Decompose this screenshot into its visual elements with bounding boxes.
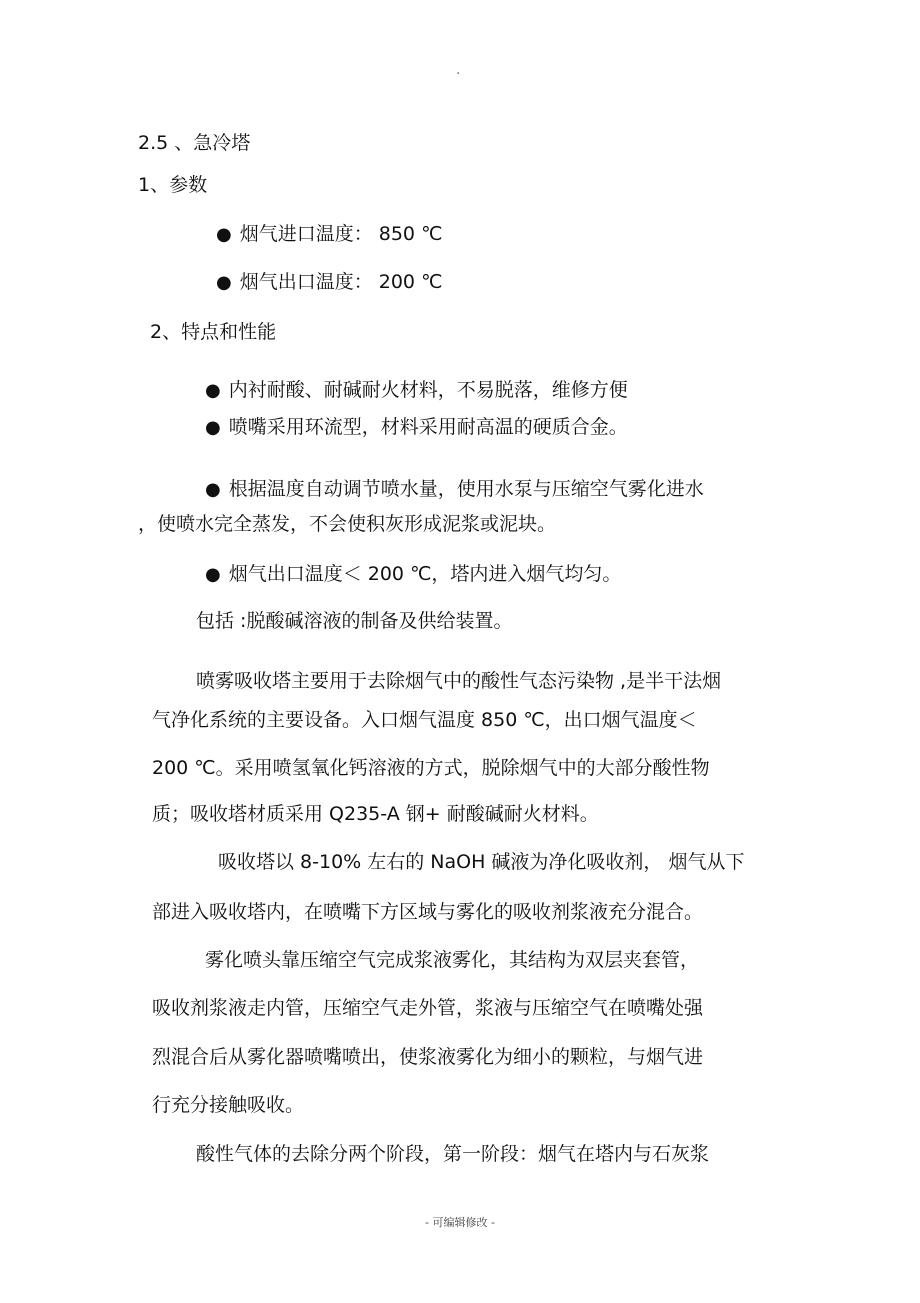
paragraph-line: 气净化系统的主要设备。入口烟气温度 850 ℃，出口烟气温度＜ (152, 709, 697, 731)
params-title: 1、参数 (138, 174, 208, 196)
paragraph-line: 质；吸收塔材质采用 Q235-A 钢+ 耐酸碱耐火材料。 (152, 803, 599, 825)
bullet-icon: ● (205, 417, 221, 438)
param-item: ● 烟气出口温度： 200 ℃ (216, 271, 443, 293)
section-heading: 2.5 、急冷塔 (138, 132, 251, 154)
feature-item: ● 烟气出口温度＜ 200 ℃，塔内进入烟气均匀。 (205, 563, 622, 585)
bullet-icon: ● (205, 564, 221, 585)
features-title: 2、特点和性能 (150, 321, 277, 343)
bullet-icon: ● (205, 380, 221, 401)
paragraph-line: 雾化喷头靠压缩空气完成浆液雾化，其结构为双层夹套管， (205, 949, 700, 971)
paragraph-line: 200 ℃。采用喷氢氧化钙溶液的方式，脱除烟气中的大部分酸性物 (152, 757, 710, 779)
feature-item: ● 内衬耐酸、耐碱耐火材料，不易脱落，维修方便 (205, 379, 628, 401)
header-mark: . (456, 62, 461, 78)
paragraph-line: 吸收塔以 8-10% 左右的 NaOH 碱液为净化吸收剂， 烟气从下 (218, 851, 745, 873)
paragraph-line: 烈混合后从雾化器喷嘴喷出，使浆液雾化为细小的颗粒，与烟气进 (152, 1046, 704, 1068)
includes-line: 包括 :脱酸碱溶液的制备及供给装置。 (196, 610, 513, 632)
feature-item: ● 喷嘴采用环流型，材料采用耐高温的硬质合金。 (205, 416, 628, 438)
page-footer: - 可编辑修改 - (425, 1216, 495, 1229)
paragraph-line: 部进入吸收塔内，在喷嘴下方区域与雾化的吸收剂浆液充分混合。 (152, 901, 704, 923)
paragraph-line: 行充分接触吸收。 (152, 1094, 305, 1116)
paragraph-line: 吸收剂浆液走内管，压缩空气走外管，浆液与压缩空气在喷嘴处强 (152, 997, 704, 1019)
feature-continuation: ，使喷水完全蒸发，不会使积灰形成泥浆或泥块。 (138, 513, 557, 535)
bullet-icon: ● (216, 224, 232, 245)
paragraph-line: 酸性气体的去除分两个阶段，第一阶段：烟气在塔内与石灰浆 (196, 1143, 710, 1165)
bullet-icon: ● (216, 272, 232, 293)
feature-item: ● 根据温度自动调节喷水量，使用水泵与压缩空气雾化进水 (205, 478, 704, 500)
param-item: ● 烟气进口温度： 850 ℃ (216, 223, 443, 245)
bullet-icon: ● (205, 479, 221, 500)
paragraph-line: 喷雾吸收塔主要用于去除烟气中的酸性气态污染物 ,是半干法烟 (196, 670, 722, 692)
